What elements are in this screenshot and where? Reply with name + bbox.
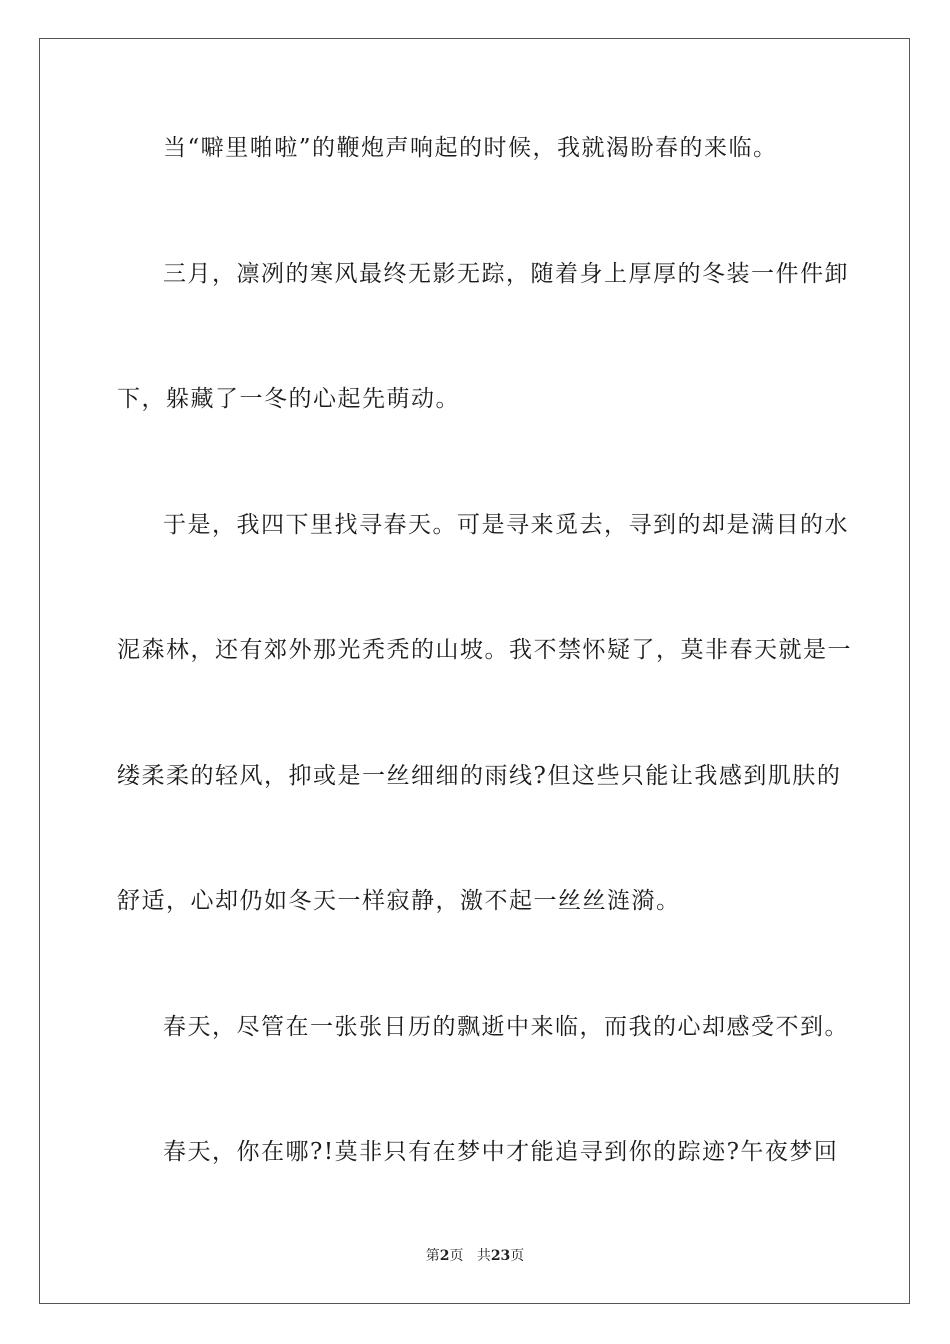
page-suffix: 页 (449, 1248, 464, 1264)
paragraph-line-6: 缕柔柔的轻风，抑或是一丝细细的雨线?但这些只能让我感到肌肤的 (117, 763, 842, 789)
paragraph-line-1: 当“噼里啪啦”的鞭炮声响起的时候，我就渴盼春的来临。 (163, 135, 778, 161)
paragraph-line-7: 舒适，心却仍如冬天一样寂静，激不起一丝丝涟漪。 (117, 888, 681, 914)
page-number: 2 (439, 1248, 450, 1264)
paragraph-line-9: 春天，你在哪?!莫非只有在梦中才能追寻到你的踪迹?午夜梦回 (163, 1139, 839, 1165)
paragraph-line-5: 泥森林，还有郊外那光秃秃的山坡。我不禁怀疑了，莫非春天就是一 (117, 637, 852, 663)
paragraph-line-3: 下，躲藏了一冬的心起先萌动。 (117, 386, 460, 412)
total-suffix: 页 (510, 1248, 525, 1264)
page-border (39, 38, 910, 1304)
total-prefix: 共 (476, 1248, 491, 1264)
total-pages: 23 (490, 1248, 511, 1264)
paragraph-line-8: 春天，尽管在一张张日历的飘逝中来临，而我的心却感受不到。 (163, 1014, 849, 1040)
page-footer (0, 1246, 950, 1266)
paragraph-line-4: 于是，我四下里找寻春天。可是寻来觅去，寻到的却是满目的水 (163, 512, 849, 538)
paragraph-line-2: 三月，凛冽的寒风最终无影无踪，随着身上厚厚的冬装一件件卸 (163, 261, 849, 287)
page-prefix: 第 (425, 1248, 440, 1264)
